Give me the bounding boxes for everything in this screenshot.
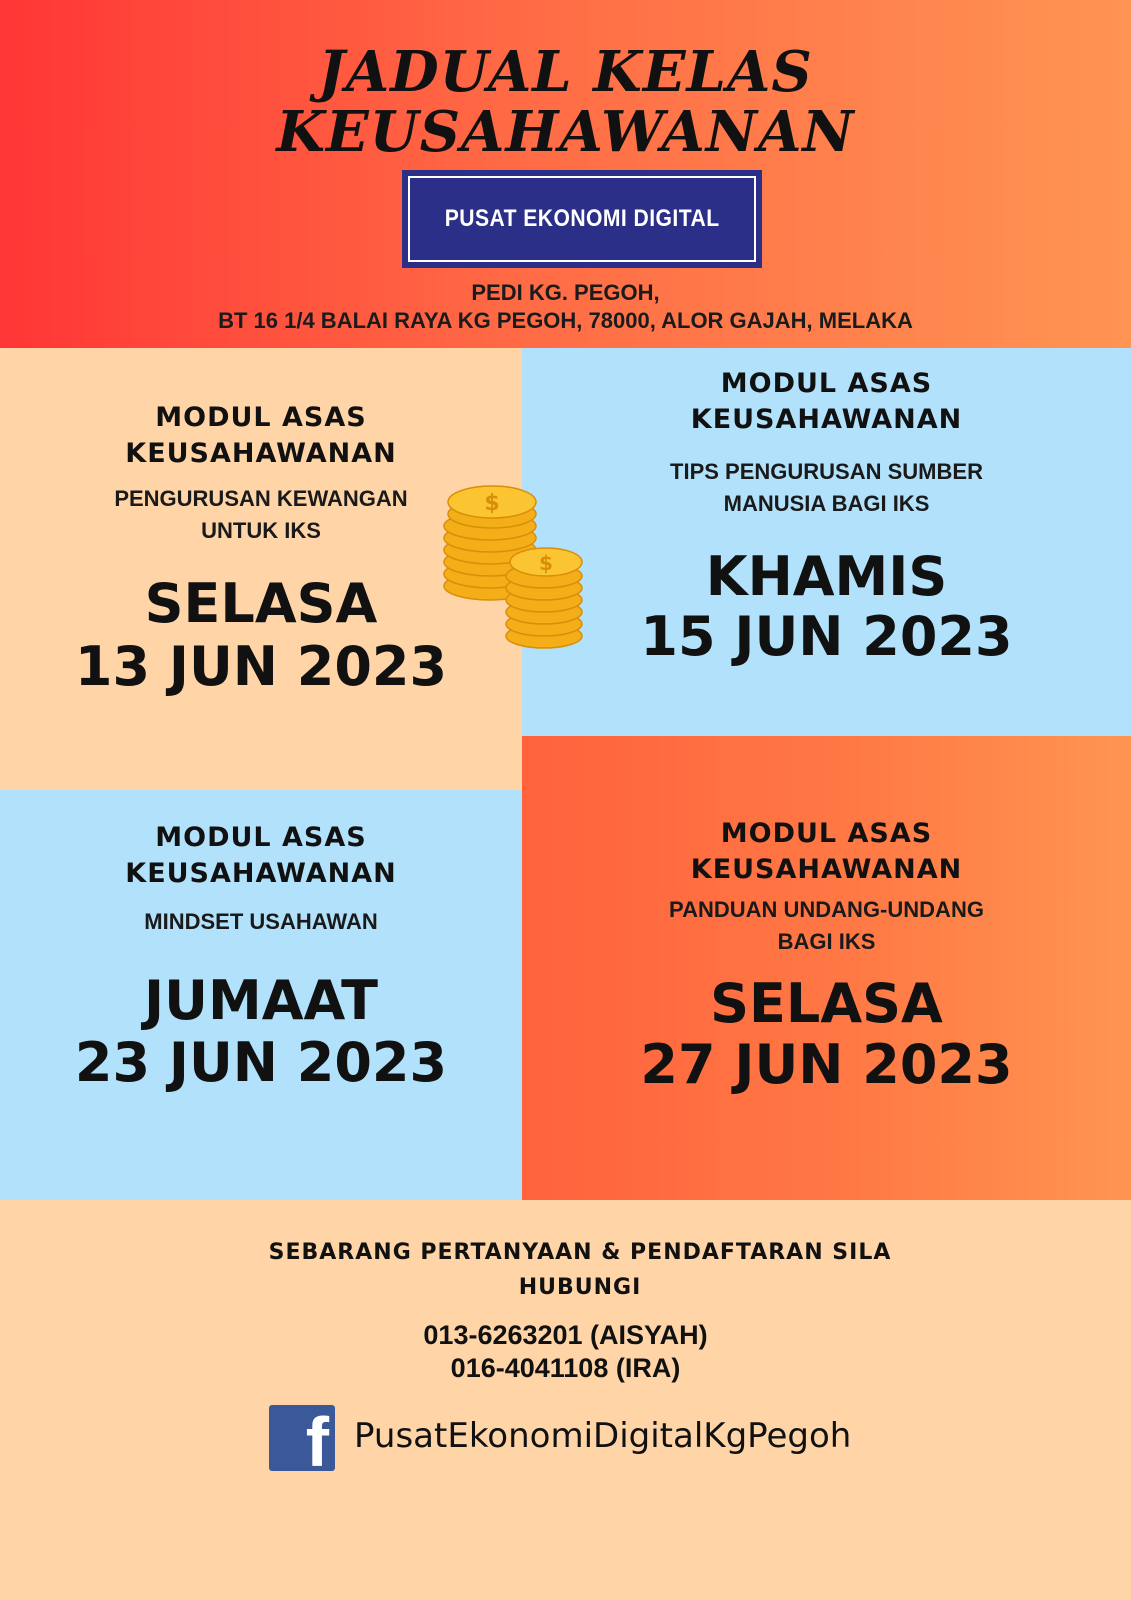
session-panel-2 bbox=[522, 348, 1131, 736]
svg-text:$: $ bbox=[539, 551, 553, 575]
enquiry-text bbox=[230, 1235, 930, 1305]
organizer-name: PUSAT EKONOMI DIGITAL bbox=[444, 205, 720, 232]
module-title: KEUSAHAWANAN bbox=[125, 438, 397, 469]
module-topic: MANUSIA BAGI IKS bbox=[723, 491, 930, 516]
module-title: MODUL ASAS bbox=[155, 822, 367, 853]
module-topic: PENGURUSAN KEWANGAN bbox=[114, 486, 408, 511]
module-topic: BAGI IKS bbox=[777, 929, 876, 954]
enquiry-line2: HUBUNGI bbox=[518, 1275, 642, 1300]
svg-text:$: $ bbox=[484, 491, 500, 516]
module-topic: UNTUK IKS bbox=[201, 518, 321, 543]
module-title: MODUL ASAS bbox=[720, 818, 933, 849]
session-panel-3 bbox=[0, 790, 522, 1200]
phone-contact-1[interactable]: 013-6263201 (AISYAH) bbox=[423, 1320, 708, 1350]
phone-contact-2[interactable]: 016-4041108 (IRA) bbox=[450, 1353, 681, 1383]
address-line2: BT 16 1/4 BALAI RAYA KG PEGOH, 78000, ALOR GAJAH, MELAKA bbox=[218, 308, 913, 333]
session-day: SELASA bbox=[710, 972, 943, 1035]
module-topic: TIPS PENGURUSAN SUMBER bbox=[670, 459, 983, 484]
session-day: JUMAAT bbox=[144, 969, 378, 1032]
header-banner bbox=[0, 0, 1131, 348]
page-title-line2: KEUSAHAWANAN bbox=[276, 99, 855, 165]
module-topic: MINDSET USAHAWAN bbox=[144, 909, 378, 934]
facebook-icon[interactable]: f bbox=[269, 1405, 335, 1471]
module-title: KEUSAHAWANAN bbox=[690, 404, 963, 435]
organizer-badge bbox=[402, 170, 762, 268]
page-title-line1: JADUAL KELAS bbox=[318, 39, 813, 105]
address-line1: PEDI KG. PEGOH, bbox=[471, 280, 660, 305]
session-day: KHAMIS bbox=[705, 545, 948, 608]
coins-icon bbox=[440, 478, 590, 658]
facebook-page-link[interactable]: PusatEkonomiDigitalKgPegoh bbox=[354, 1416, 852, 1456]
module-title: KEUSAHAWANAN bbox=[125, 858, 397, 889]
session-panel-4 bbox=[522, 736, 1131, 1200]
session-date: 27 JUN 2023 bbox=[640, 1033, 1013, 1096]
module-topic: PANDUAN UNDANG-UNDANG bbox=[669, 897, 984, 922]
module-title: MODUL ASAS bbox=[720, 368, 933, 399]
session-date: 13 JUN 2023 bbox=[74, 635, 448, 698]
organizer-badge-frame bbox=[408, 176, 756, 262]
session-date: 15 JUN 2023 bbox=[640, 605, 1013, 668]
module-title: KEUSAHAWANAN bbox=[690, 854, 963, 885]
session-day: SELASA bbox=[144, 572, 378, 635]
enquiry-line1: SEBARANG PERTANYAAN & PENDAFTARAN SILA bbox=[268, 1240, 892, 1265]
module-title: MODUL ASAS bbox=[155, 402, 367, 433]
session-date: 23 JUN 2023 bbox=[74, 1031, 448, 1094]
